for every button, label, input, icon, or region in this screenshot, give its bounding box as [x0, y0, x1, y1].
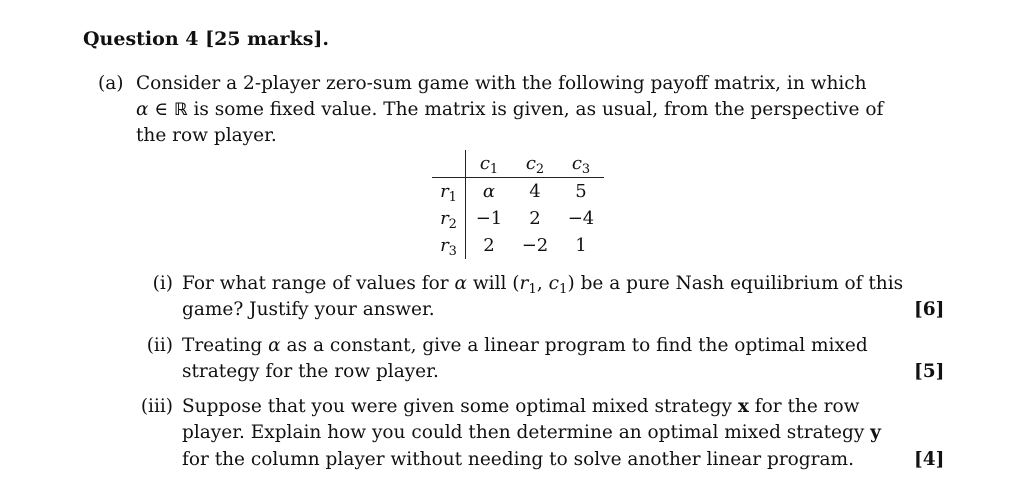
subpart-iii-marks: [4] [914, 449, 945, 470]
subpart-ii-marks: [5] [914, 361, 945, 382]
matrix-cell: 2 [529, 208, 541, 229]
subpart-ii-line-1: Treating α as a constant, give a linear program to find the optimal mixed [182, 335, 868, 356]
subpart-iii-line-2: player. Explain how you could then determine an optimal mixed strategy y [182, 422, 881, 443]
subpart-i-number: (i) [152, 273, 173, 294]
part-a-intro-line-2-text: is some fixed value. The matrix is given, as usual, from the perspective of [187, 99, 884, 120]
column-header-c2: $c_2$ [512, 150, 558, 178]
matrix-row-r2 [432, 205, 604, 232]
alpha-symbol: α [136, 99, 149, 120]
matrix-row-r3 [432, 232, 604, 259]
subpart-i-marks: [6] [914, 299, 945, 320]
reals-symbol: ℝ [173, 100, 188, 120]
part-a-intro-line-1: Consider a 2-player zero-sum game with the following payoff matrix, in which [136, 73, 867, 94]
column-header-c3: $c_3$ [558, 150, 604, 178]
subpart-i-line-1: For what range of values for α will ($r_1$, $c_1$) be a pure Nash equilibrium of this [182, 273, 904, 297]
payoff-matrix [432, 150, 604, 259]
subpart-i-line-2: game? Justify your answer. [182, 299, 435, 320]
matrix-corner [432, 150, 466, 178]
matrix-cell: α [482, 181, 496, 202]
subpart-ii-line-2: strategy for the row player. [182, 361, 439, 382]
subpart-iii-number: (iii) [140, 396, 173, 417]
subpart-iii-line-3: for the column player without needing to solve another linear program. [182, 449, 854, 470]
matrix-cell: −2 [521, 235, 549, 256]
matrix-cell: −4 [567, 208, 595, 229]
matrix-header-row [432, 150, 604, 178]
row-header-r3: $r_3$ [432, 232, 466, 259]
row-header-r1: $r_1$ [432, 178, 466, 206]
part-a-intro-line-3: the row player. [136, 125, 277, 146]
matrix-cell: 2 [483, 235, 495, 256]
question-heading: Question 4 [25 marks]. [83, 28, 330, 50]
matrix-cell: 4 [529, 181, 541, 202]
element-of-symbol: ∈ [148, 99, 174, 120]
part-a-label: (a) [98, 73, 124, 94]
column-header-c1: $c_1$ [466, 150, 513, 178]
matrix-cell: 5 [575, 181, 587, 202]
subpart-iii-line-1: Suppose that you were given some optimal mixed strategy x for the row [182, 396, 860, 417]
part-a-intro-line-2 [136, 99, 883, 120]
matrix-cell: −1 [475, 208, 503, 229]
subpart-ii-number: (ii) [146, 335, 173, 356]
matrix-cell: 1 [575, 235, 587, 256]
matrix-row-r1 [432, 178, 604, 206]
row-header-r2: $r_2$ [432, 205, 466, 232]
